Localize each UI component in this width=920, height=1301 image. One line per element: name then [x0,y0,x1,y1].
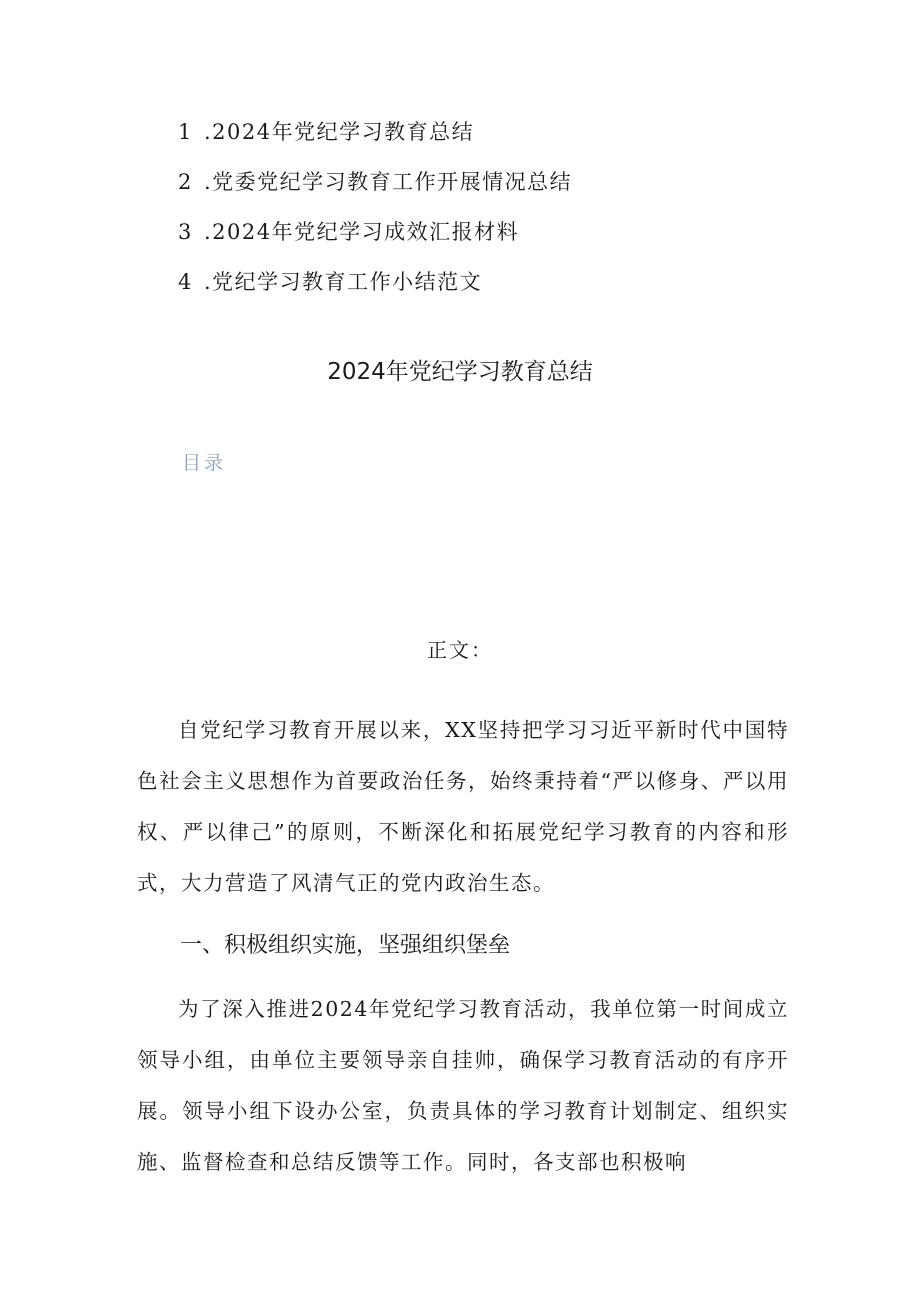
toc-item-label: .党委党纪学习教育工作开展情况总结 [204,170,573,194]
toc-item[interactable] [178,114,572,164]
section-paragraph: 为了深入推进2024年党纪学习教育活动，我单位第一时间成立领导小组，由单位主要领导亲自挂帅，确保学习教育活动的有序开展。领导小组下设办公室，负责具体的学习教育计划制定、组织实施、监督检查和总结反馈等工作。同时，各支部也积极响 [137,997,789,1174]
table-of-contents [178,114,572,314]
body-label: 正文： [427,638,493,662]
toc-item-number: 2 [178,170,193,194]
toc-item-label: .2024年党纪学习成效汇报材料 [204,220,520,244]
section-heading: 一、积极组织实施，坚强组织堡垒 [180,933,511,958]
document-title: 2024年党纪学习教育总结 [327,359,593,385]
toc-item[interactable] [178,164,572,214]
contents-link[interactable]: 目录 [182,452,227,474]
intro-paragraph: 自党纪学习教育开展以来，XX坚持把学习习近平新时代中国特色社会主义思想作为首要政治任务，始终秉持着“严以修身、严以用权、严以律己”的原则，不断深化和拓展党纪学习教育的内容和形式，大力营造了风清气正的党内政治生态。 [137,718,789,895]
toc-item[interactable] [178,264,572,314]
toc-item-number: 4 [178,270,193,294]
toc-item-label: .党纪学习教育工作小结范文 [204,270,483,294]
toc-item-label: .2024年党纪学习教育总结 [204,120,475,144]
toc-item-number: 3 [178,220,193,244]
toc-item[interactable] [178,214,572,264]
toc-item-number: 1 [178,120,193,144]
